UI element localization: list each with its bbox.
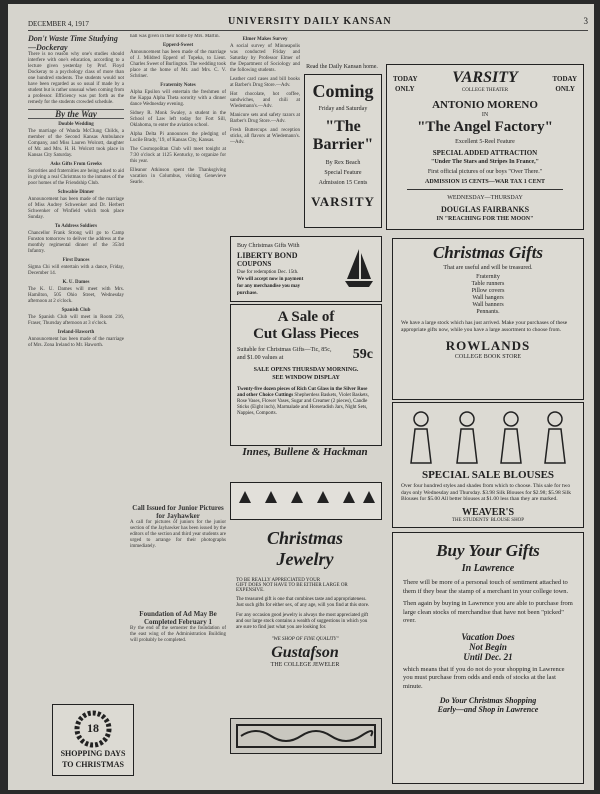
foundation-text: By the end of the semester the foundation of the east wing of the Administration Building will probably be completed. (130, 626, 226, 643)
lawrence-body2: Then again by buying in Lawrence you are able to purchase from large clean stocks of merchandise that have not been "picked" over. (403, 600, 573, 624)
shopping-days-line2: TO CHRISTMAS (62, 760, 124, 769)
jewelry-line1: TO BE REALLY APPRECIATED YOUR (236, 578, 321, 583)
gift-item: Fraternity (476, 274, 500, 280)
coming-theater: VARSITY (311, 194, 375, 209)
vacation-line3: Until Dec. 21 (463, 651, 513, 662)
gift-item: Pillow covers (471, 288, 505, 294)
blouses-ad (392, 402, 584, 528)
item-title: Ireland-Haworth (57, 330, 95, 335)
item-text: The K. U. Dames will meet with Mrs. Hamilton, 505 Ohio Street, Wednesday afternoon at 2 o'clock. (28, 287, 124, 304)
shopping-days-ad (52, 704, 134, 776)
wed-thu: WEDNESDAY—THURSDAY (447, 195, 523, 201)
jewelry-line2: GIFT DOES NOT HAVE TO BE EITHER LARGE OR EXPENSIVE. (236, 583, 348, 593)
column-1 (28, 34, 124, 674)
in-label: IN (481, 112, 489, 118)
read-kansan-notice: Read the Daily Kansan home. (306, 64, 378, 70)
item-text: Chancellor Frank Strong will go to Camp Funston tomorrow to deliver the address at the monthly regimental dinner of the 353rd Infantry. (28, 231, 124, 254)
weavers-name: WEAVER'S (461, 507, 515, 518)
only-left: ONLY (395, 85, 415, 93)
sailing-ship-icon (343, 247, 375, 291)
item-title: First Dances (62, 258, 90, 263)
tree-icon (363, 491, 375, 503)
coming-ad (304, 74, 382, 228)
item-text: Announcement has been made of the marriage of Miss Audrey Schwenker and Dr. Herbert Schwenker of Winfield which took place Sunday. (28, 197, 124, 220)
blouses-title: SPECIAL SALE BLOUSES (421, 469, 555, 481)
christmas-gifts-ad (392, 238, 584, 400)
item-text: Announcement has been made of the marriage of Mrs. Zona Ireland to Mr. Haworth. (28, 337, 124, 348)
cut-glass-and: and $1.00 values at (237, 355, 284, 361)
item-text: A social survey of Minneapolis was conducted Friday and Saturday by Professor Elmer of the Department of Sociology and the following students. (230, 44, 300, 73)
gift-item: Pennants. (476, 309, 500, 315)
tree-icon (265, 491, 277, 503)
page-number: 3 (583, 16, 588, 26)
cut-glass-title2: Cut Glass Pieces (253, 326, 359, 342)
coming-admission: Admission 15 Cents (318, 180, 368, 186)
article-dockeray: There is no reason why one's studies should interfere with one's education, according to a lecture given yesterday by Prof. Floyd Dockeray to a psychology class of more than one hundred students. The students would not have been regarded as so usual if made by a student but is rather unusual when coming from a professor. Efficiency was put forth as the remedy for the students crowded schedule. (28, 52, 124, 105)
cut-glass-desc (237, 387, 375, 417)
liberty-line2: LIBERTY BOND (237, 251, 298, 260)
coming-film: "The Barrier" (312, 118, 374, 153)
admission-line: ADMISSION 15 CENTS—WAR TAX 1 CENT (425, 179, 545, 185)
column-3-top (230, 34, 300, 234)
gift-list (393, 274, 583, 316)
item-title: Epperd-Sweet (162, 43, 194, 48)
film-title: "The Angel Factory" (417, 119, 553, 135)
item-text: The marriage of Wanda McClung Childs, a member of the Second Kansas Ambulance Company, and Miss Lauren Wolcott, daughter of Mr. and Mrs. H. H. Wolcott took place in Kansas City Saturday. (28, 129, 124, 158)
item-text: Elleanor Atkinson spent the Thanksgiving vacation in Columbus, visiting Genevieve Searle. (130, 168, 226, 185)
rowlands-sub: COLLEGE BOOK STORE (454, 354, 522, 360)
item-text: The Cosmopolitan Club will meet tonight at 7:30 o'clock at 1125 Kentucky, to organize for this year. (130, 147, 226, 164)
lawrence-body3: which means that if you do not do your shopping in Lawrence you must purchase from odds and ends of stocks at the last minute. (403, 665, 565, 690)
stars-stripes: "Under The Stars and Stripes In France," (431, 159, 539, 165)
star-name: ANTONIO MORENO (432, 99, 538, 111)
newspaper-page (8, 4, 594, 790)
item-title: Spanish Club (61, 308, 91, 313)
society-items (28, 122, 124, 349)
vacation-line1: Vacation Does (461, 631, 515, 642)
foundation-title: Foundation of Ad May Be Completed February 1 (139, 610, 217, 626)
liberty-line5: We will accept now in payment (237, 277, 304, 282)
lawrence-subtitle: In Lawrence (461, 563, 515, 574)
column-2-top (130, 34, 226, 284)
liberty-line6: for any merchandise you may (237, 284, 301, 289)
gustafson-logo: Gustafson (271, 644, 339, 661)
christmas-gifts-intro: That are useful and will be treasured. (443, 265, 533, 271)
lawrence-title: Buy Your Gifts (436, 541, 540, 560)
header-rule (28, 30, 588, 31)
varsity-logo-sub: COLLEGE THEATER (461, 88, 509, 93)
trees-border (230, 482, 382, 520)
cut-glass-window: SEE WINDOW DISPLAY (272, 375, 340, 381)
douglas-fairbanks: DOUGLAS FAIRBANKS (440, 205, 530, 214)
gift-item: Wall banners (472, 302, 504, 308)
reaching-moon: IN "REACHING FOR THE MOON" (436, 216, 534, 222)
item-title: Double Wedding (58, 122, 94, 127)
jewelry-title2: Jewelry (276, 549, 334, 569)
cut-glass-desc-bold: Twenty-five dozen pieces of Rich Cut Glass in the Silver Rose and other Choice Cuttings (237, 387, 368, 398)
item-title: Schwabie Dinner (57, 190, 95, 195)
item-text: Announcement has been made of the marriage of J. Mildred Epperd of Topeka, to Lieut. Charles Sweet of Burlington. The wedding took place at the home of Mr. and Mrs. C. V. Schriner. (130, 50, 226, 79)
today-left: TODAY (393, 75, 418, 83)
page-header (28, 12, 588, 30)
jewelry-body1: The treasured gift is one that combines taste and appropriateness. Just such gifts for either sex, of any age, will you find at this store. (236, 597, 370, 608)
notice: Leather card cases and bill books at Barber's Drug Store.—Adv. (230, 77, 300, 88)
jewelry-motto: "WE SHOP OF FINE QUALITY" (271, 637, 339, 642)
rowlands-name: ROWLANDS (445, 338, 531, 353)
item-title: Elmer Makes Survey (242, 37, 288, 42)
innes-bullene-hackman: Innes, Bullene & Hackman (242, 446, 368, 458)
excellent-feature: Excellent 5-Reel Feature (455, 139, 515, 145)
coming-author: By Rex Beach (325, 160, 361, 166)
liberty-line7: purchase. (237, 291, 258, 296)
varsity-ad (386, 64, 584, 230)
ornament-border (230, 718, 382, 754)
ornament-pattern-icon (231, 719, 381, 753)
item-title: To Address Soldiers (54, 224, 98, 229)
vacation-line2: Not Begin (469, 641, 507, 652)
call-title: Call Issued for Junior Pictures for Jayhawker (132, 504, 224, 520)
christmas-gifts-title: Christmas Gifts (432, 243, 544, 262)
tree-icon (291, 491, 303, 503)
first-pictures: First official pictures of our boys "Over There." (427, 169, 543, 175)
women-figures-icon (397, 407, 579, 467)
jewelry-body2: For any occasion good jewelry is always the most appreciated gift and our large stock contains a wealth of suggestions in which you are sure to find just what you are looking for. (236, 613, 369, 630)
shopping-days-line1: SHOPPING DAYS (60, 749, 126, 758)
coming-title: Coming (312, 81, 374, 101)
only-right: ONLY (555, 85, 575, 93)
item-text: Sororities and fraternities are being asked to aid in giving a real Christmas to the inmates of the poor homes of the Friendship Club. (28, 169, 124, 186)
by-the-way-title: By the Way (28, 109, 124, 119)
jewelry-title1: Christmas (266, 528, 344, 548)
cut-glass-suitable: Suitable for Christmas Gifts—Tic, 85c, (237, 347, 332, 353)
tree-icon (317, 491, 329, 503)
header-date: DECEMBER 4, 1917 (28, 20, 89, 28)
today-right: TODAY (552, 75, 577, 83)
lawrence-ad (392, 532, 584, 784)
days-count: 18 (87, 721, 99, 735)
liberty-line3: COUPONS (237, 260, 272, 268)
gift-item: Table runners (471, 281, 505, 287)
closing-line1: Do Your Christmas Shopping (439, 696, 537, 705)
item-text: Sidney R. Monk Swaley, a student in the School of Law left today for Fort Sill, Oklahoma, to enter the aviation school. (130, 111, 226, 128)
coming-feature: Special Feature (324, 170, 362, 176)
cut-glass-desc-text: Shepherdess Baskets, Violet Baskets, Rose Vases, Flower Vases, Sugar and Creamer (2 pieces), Candle Sticks (Eight inch), Marmalade and Horseradish Jars, Night Sets, Nappies, Comports. (237, 393, 369, 416)
item-title: K. U. Dames (62, 280, 90, 285)
cut-glass-price: 59c (352, 347, 373, 362)
masthead: UNIVERSITY DAILY KANSAN (228, 16, 392, 27)
item-title: Fraternity Notes (160, 83, 196, 88)
liberty-line4: Due for redemption Dec. 15th. (237, 270, 299, 275)
varsity-logo: VARSITY (452, 69, 518, 86)
column-2-bottom (130, 504, 226, 790)
weavers-sub: THE STUDENTS' BLOUSE SHOP (451, 518, 525, 523)
gustafson-sub: THE COLLEGE JEWELER (270, 662, 340, 668)
tree-icon (239, 491, 251, 503)
blouses-body: Over four hundred styles and shades from which to choose. This sale for two days only Wednesday and Thursday. $3.98 Silk Blouses for $2.98; $5.98 Silk Blouses for $5.00 All better blouses at $1.00 less than they are marked. (401, 483, 571, 502)
item-text: Alpha Delta Pi announces the pledging of Lucile Brady, '19, of Kansas City, Kansas. (130, 132, 226, 143)
notice: Fresh Buttercups and reception sticks, all flavors at Wiedemann's.—Adv. (230, 128, 300, 145)
christmas-gifts-body: We have a large stock which has just arrived. Make your purchases of these appropriate gifts now, while you have a large assortment to choose from. (401, 320, 568, 333)
gift-item: Wall hangers (472, 295, 504, 301)
lawrence-body1: There will be more of a personal touch of sentiment attached to them if they bear the stamp of a merchant in your college town. (403, 579, 569, 595)
item-title: Asks Gifts From Greeks (50, 162, 102, 167)
item-text: Alpha Epsilon will entertain the freshmen of the Kappa Alpha Theta sorority with a dinner dance Wednesday evening. (130, 90, 226, 107)
tree-icon (343, 491, 355, 503)
varsity-divider (407, 189, 563, 190)
closing-line2: Early—and Shop in Lawrence (437, 705, 539, 714)
liberty-bond-ad (230, 236, 382, 302)
cut-glass-title1: A Sale of (277, 309, 335, 325)
call-text: A call for pictures of juniors for the junior section of the Jayhawker has been issued by the editors of the section and third year students are urged to arrange for their photographs immediately. (130, 520, 226, 549)
notice: Hot chocolate, hot coffee, sandwiches, and chili at Wiedemann's.—Adv. (230, 92, 300, 109)
cut-glass-ad (230, 304, 382, 446)
liberty-line1: Buy Christmas Gifts With (237, 243, 300, 249)
cut-glass-sale: SALE OPENS THURSDAY MORNING. (253, 367, 359, 373)
coming-days: Friday and Saturday (318, 106, 368, 112)
item-text: Sigma Chi will entertain with a dance, Friday, December 14. (28, 265, 124, 276)
special-attraction: SPECIAL ADDED ATTRACTION (432, 149, 538, 157)
item-text: The Spanish Club will meet in Room 216, Fraser, Thursday afternoon at 3 o'clock. (28, 315, 124, 326)
headline-dockeray: Don't Waste Time Studying—Dockeray (28, 34, 118, 52)
lead-text: hall was given in their home by Mrs. Martin. (130, 34, 220, 39)
notice: Manicure sets and safety razors at Barber's Drug Store.—Adv. (230, 113, 300, 124)
